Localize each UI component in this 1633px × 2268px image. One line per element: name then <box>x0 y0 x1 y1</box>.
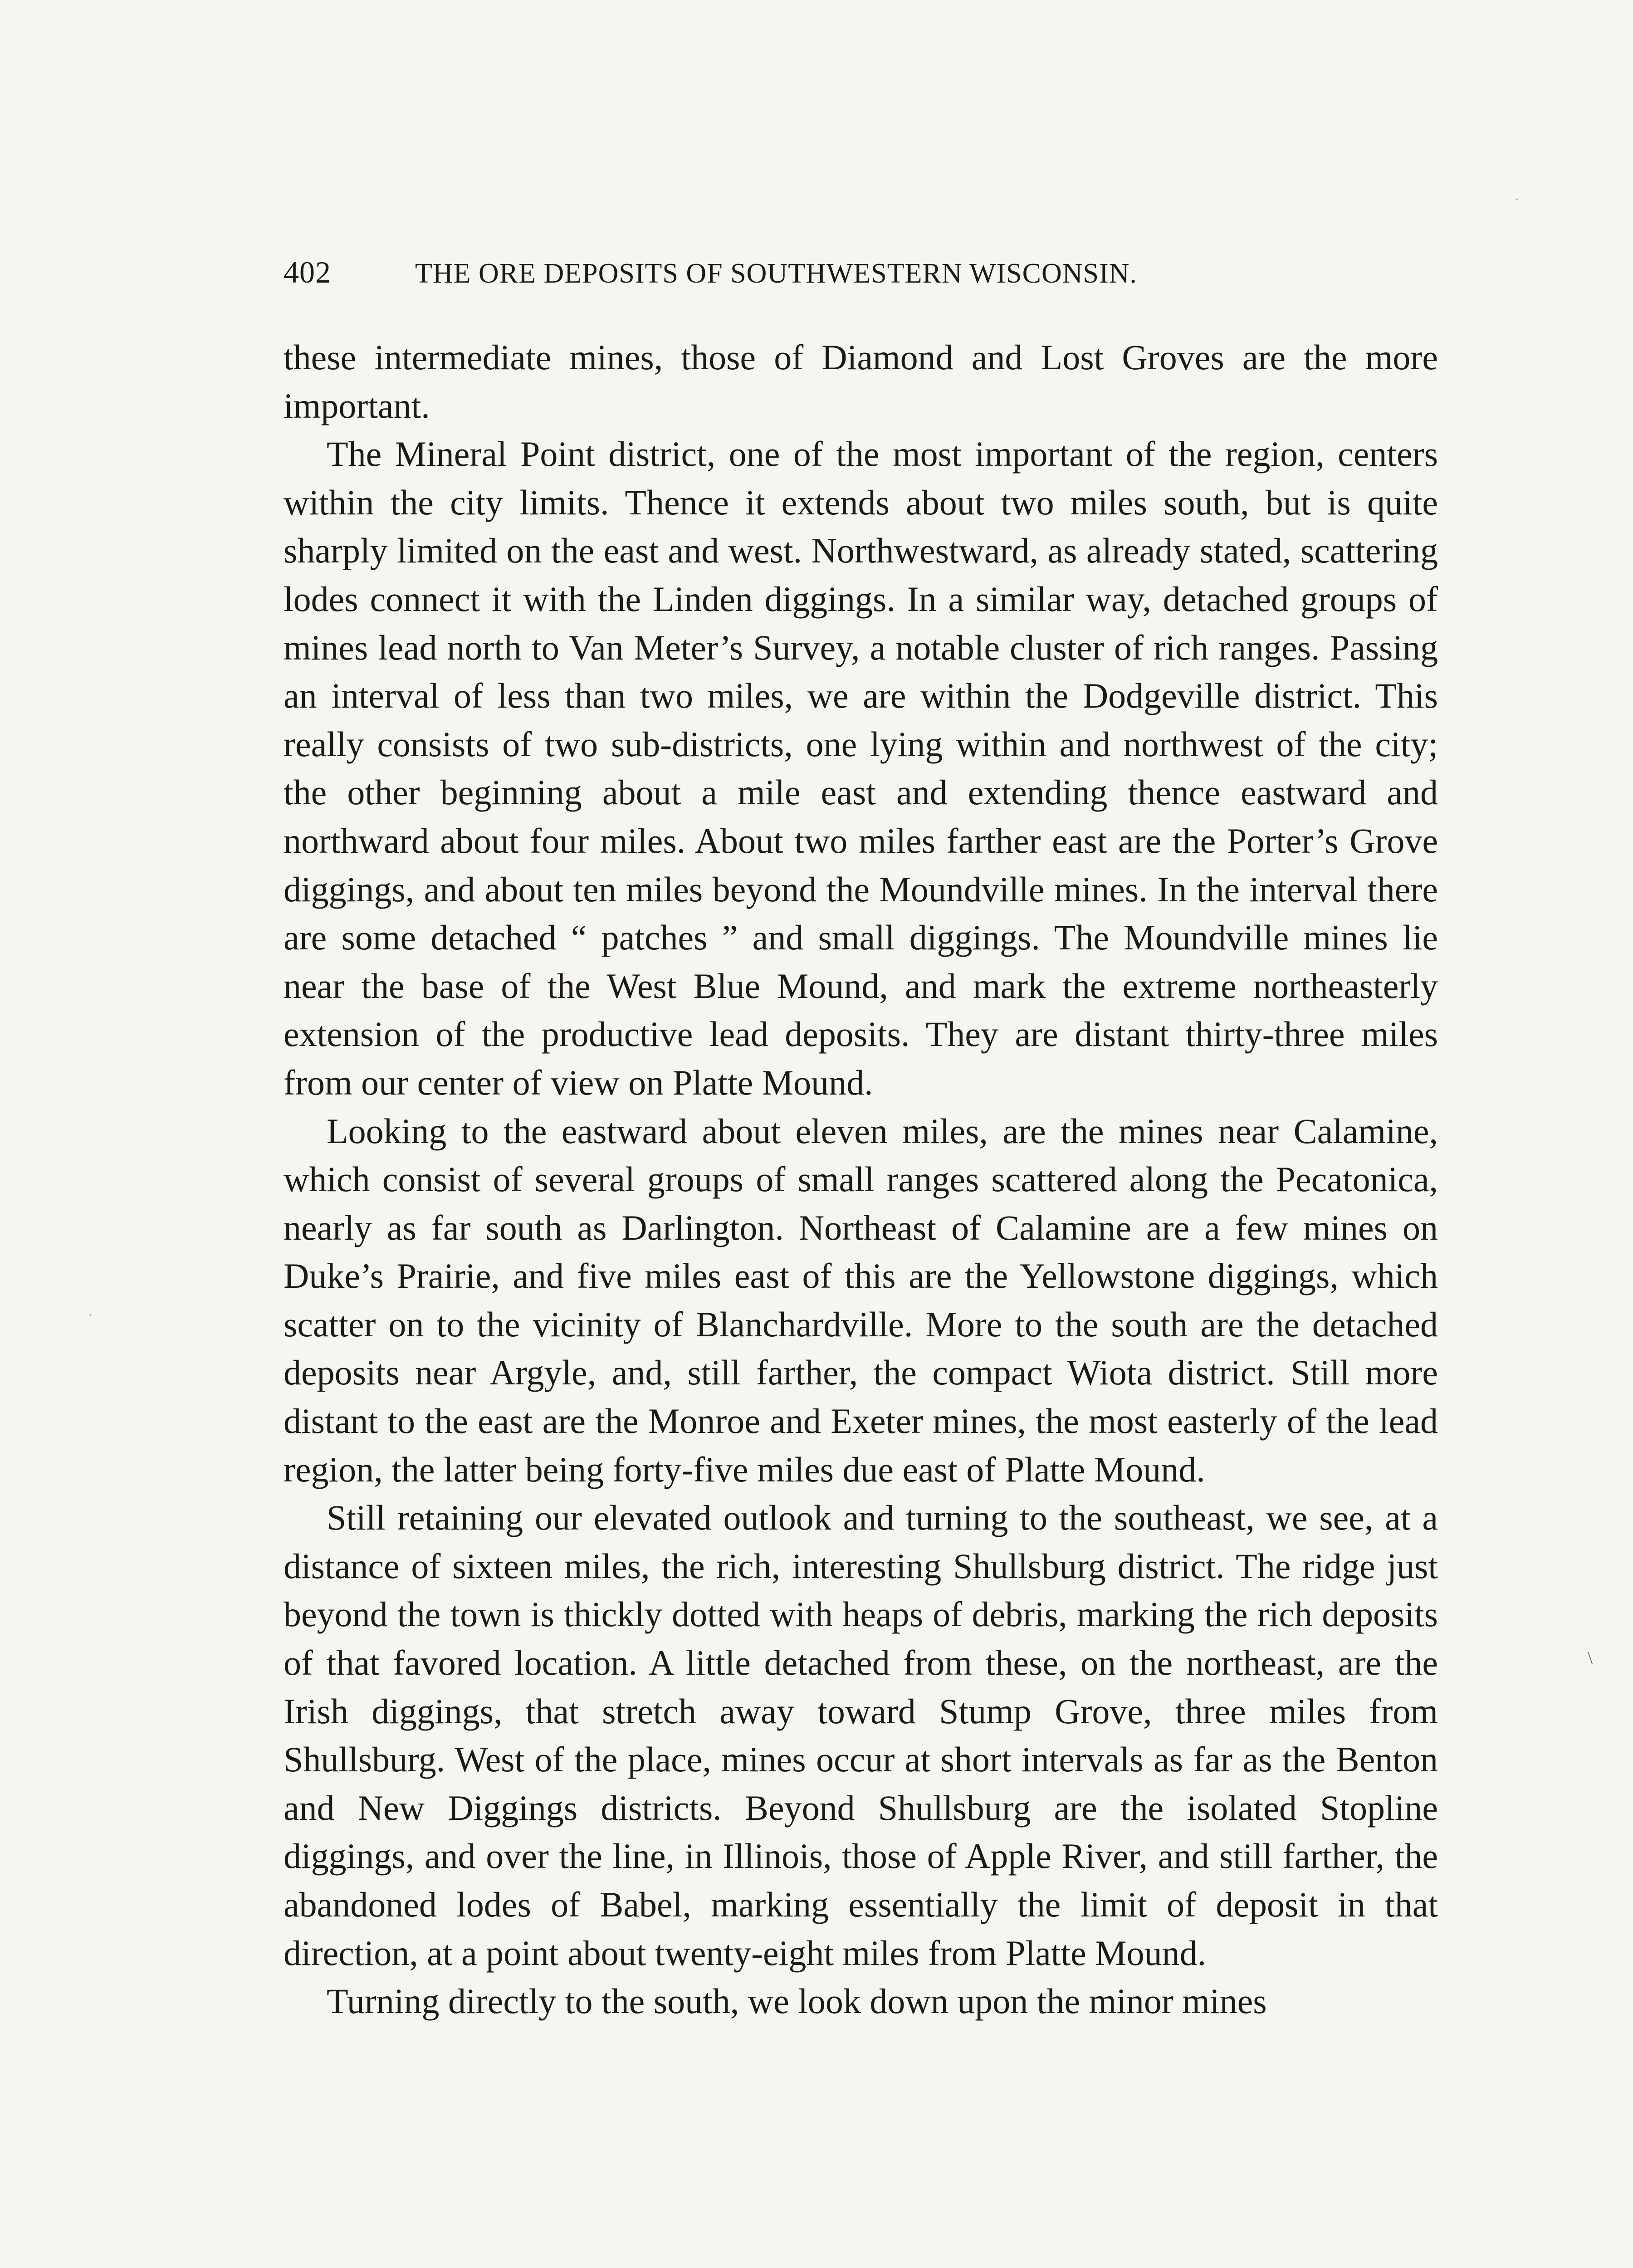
scan-speck-dot: · <box>1515 194 1519 205</box>
paragraph-calamine: Looking to the eastward about eleven miles, are the mines near Calamine, which consist of several groups of small ranges scattered along the Pecatonica, nearly as far south as Darlington. Northeast of Calamine are a few mines on Duke’s Prairie, and five miles east of this are the Yellowstone diggings, which scatter on to the vicinity of Blanchardville. More to the south are the detached deposits near Argyle, and, still farther, the compact Wiota district. Still more distant to the east are the Monroe and Exeter mines, the most easterly of the lead region, the latter being forty-five miles due east of Platte Mound. <box>284 1111 1438 1489</box>
paragraph-south: Turning directly to the south, we look down upon the minor mines <box>327 1981 1267 2021</box>
running-title: THE ORE DEPOSITS OF SOUTHWESTERN WISCONSIN. <box>415 258 1137 289</box>
paragraph-mineral-point: The Mineral Point district, one of the most important of the region, centers within the city limits. Thence it extends about two miles south, but is quite sharply limited on the east and west. Northwestward, as already stated, scattering lodes connect it with the Linden diggings. In a similar way, detached groups of mines lead north to Van Meter’s Survey, a notable cluster of rich ranges. Passing an interval of less than two miles, we are within the Dodgeville district. This really consists of two sub-districts, one lying within and northwest of the city; the other beginning about a mile east and extending thence eastward and northward about four miles. About two miles farther east are the Porter’s Grove diggings, and about ten miles beyond the Moundville mines. In the interval there are some detached “ patches ” and small diggings. The Moundville mines lie near the base of the West Blue Mound, and mark the extreme northeasterly extension of the productive lead deposits. They are distant thirty-three miles from our center of view on Platte Mound. <box>284 434 1438 1102</box>
running-head <box>284 252 1445 293</box>
paragraph-shullsburg: Still retaining our elevated outlook and turning to the southeast, we see, at a distance of sixteen miles, the rich, interesting Shullsburg district. The ridge just beyond the town is thickly dotted with heaps of debris, marking the rich deposits of that favored location. A little detached from these, on the northeast, are the Irish diggings, that stretch away toward Stump Grove, three miles from Shullsburg. West of the place, mines occur at short intervals as far as the Benton and New Diggings districts. Beyond Shullsburg are the isolated Stopline diggings, and over the line, in Illinois, those of Apple River, and still farther, the abandoned lodes of Babel, marking essentially the limit of deposit in that direction, at a point about twenty-eight miles from Platte Mound. <box>284 1498 1438 1973</box>
body-text <box>284 333 1438 2026</box>
page-number: 402 <box>284 255 331 289</box>
scan-speck-dot: · <box>88 1310 92 1321</box>
paragraph-continued: these intermediate mines, those of Diamond and Lost Groves are the more important. <box>284 337 1438 425</box>
scan-speck-mark: \ <box>1588 1647 1593 1668</box>
